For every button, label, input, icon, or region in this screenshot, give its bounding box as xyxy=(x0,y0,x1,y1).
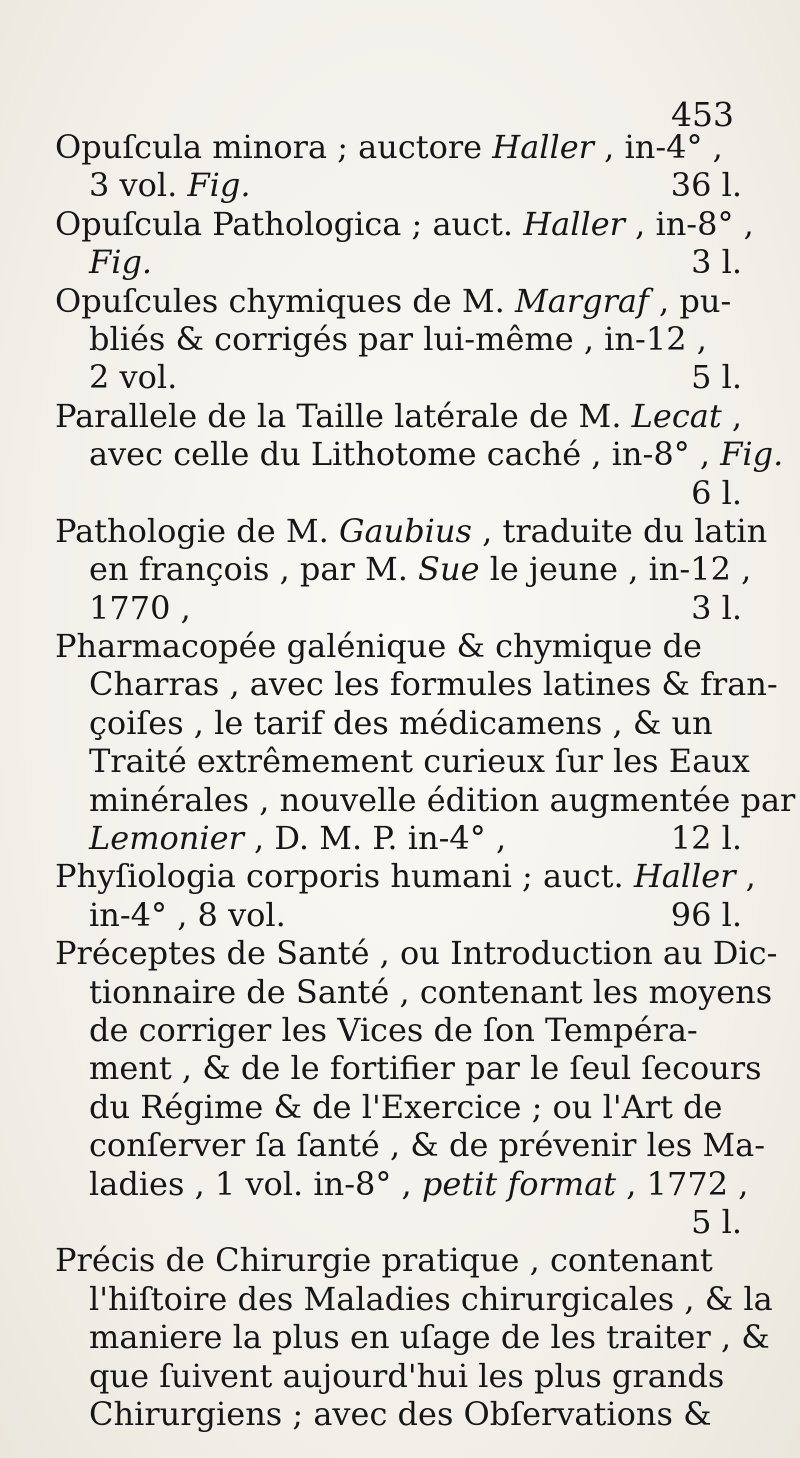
page-number: 453 xyxy=(671,95,734,134)
entry-text: Opuſcula minora ; auctore xyxy=(55,128,493,166)
entry-text: 3 vol. xyxy=(89,166,188,205)
entry-line xyxy=(55,243,750,281)
entry-italic-text: Haller xyxy=(492,128,594,166)
entry-line xyxy=(55,1088,750,1126)
catalogue-entry xyxy=(55,627,796,858)
entry-price-line xyxy=(55,474,750,512)
entry-text: de corriger les Vices de ſon Tempéra- xyxy=(89,1010,698,1049)
entry-text: le jeune , in-12 , xyxy=(479,550,752,589)
entry-text: , traduite du latin xyxy=(471,511,768,550)
entry-text: Pathologie de M. xyxy=(55,511,339,550)
entry-text: çoiſes , le tarif des médicamens , & un xyxy=(89,703,713,742)
entry-text: l'hiſtoire des Maladies chirurgicales , & la xyxy=(89,1279,773,1318)
entry-text: , in-8° , xyxy=(624,204,754,243)
entry-text: bliés & corrigés par lui-même , in-12 , xyxy=(89,319,707,358)
entry-italic-text: Fig. xyxy=(720,435,784,474)
entry-price: 96 l. xyxy=(670,895,742,934)
entry-text: , 1772 , xyxy=(616,1164,749,1203)
entry-italic-text: Haller xyxy=(633,857,736,896)
entry-price-line xyxy=(55,1203,750,1241)
catalogue-entry xyxy=(55,396,784,512)
entry-italic-text: Margraf xyxy=(514,281,649,320)
entry-text: avec celle du Lithotome caché , in-8° , xyxy=(89,435,721,474)
entry-price: 36 l. xyxy=(670,166,742,205)
entry-line xyxy=(55,320,750,358)
entry-text: , D. M. P. in-4° , xyxy=(243,819,507,858)
entry-price: 6 l. xyxy=(691,473,742,512)
entry-price: 5 l. xyxy=(691,1202,742,1241)
entry-text: Pharmacopée galénique & chymique de xyxy=(55,627,702,666)
entry-text: Préceptes de Santé , ou Introduction au Dic- xyxy=(55,934,778,973)
entry-line xyxy=(55,550,750,588)
entry-text: 2 vol. xyxy=(89,358,178,397)
entry-line xyxy=(55,1011,750,1049)
entry-line xyxy=(55,1395,750,1433)
entry-line xyxy=(55,972,773,1011)
entry-line xyxy=(55,704,750,742)
entry-price: 5 l. xyxy=(691,358,742,397)
entry-italic-text: Fig. xyxy=(187,166,251,205)
entry-line xyxy=(55,780,796,819)
entry-line xyxy=(55,1241,750,1279)
entry-line xyxy=(55,1279,773,1318)
entry-text: Traité extrêmement curieux ſur les Eaux xyxy=(89,742,750,781)
entry-line xyxy=(55,358,750,396)
entry-line xyxy=(55,627,750,665)
catalogue-entry xyxy=(55,511,768,627)
entry-line xyxy=(55,665,778,704)
entry-text: en françois , par M. xyxy=(89,550,419,589)
entry-text: in-4° , 8 vol. xyxy=(89,895,286,934)
entry-text: Opuſcules chymiques de M. xyxy=(55,281,515,320)
catalogue-entry xyxy=(55,857,756,934)
entry-line xyxy=(55,1165,750,1203)
entry-price: 3 l. xyxy=(691,588,742,627)
entry-text: Opuſcula Pathologica ; auct. xyxy=(55,204,524,243)
entry-italic-text: Sue xyxy=(418,550,480,589)
entry-text: , xyxy=(735,857,756,896)
entry-italic-text: Fig. xyxy=(89,243,153,282)
entry-text: que ſuivent aujourd'hui les plus grands xyxy=(89,1356,725,1395)
entry-line xyxy=(55,1357,750,1395)
entry-line xyxy=(55,934,778,973)
catalogue-entry xyxy=(55,128,750,205)
entry-line xyxy=(55,1318,770,1357)
entry-text: ment , & de le fortifier par le ſeul ſecours xyxy=(89,1049,762,1088)
entry-text: Chirurgiens ; avec des Obſervations & xyxy=(89,1394,712,1433)
entry-line xyxy=(55,204,754,243)
entry-text: conſerver ſa ſanté , & de prévenir les Ma- xyxy=(89,1126,766,1165)
entry-text: maniere la plus en uſage de les traiter , & xyxy=(89,1318,770,1357)
entry-line xyxy=(55,1049,762,1088)
entry-text: Parallele de la Taille latérale de M. xyxy=(55,396,632,435)
catalogue-entry xyxy=(55,204,754,282)
entry-line xyxy=(55,435,784,474)
catalogue-listing xyxy=(55,128,796,1433)
entry-line xyxy=(55,589,750,627)
entry-line xyxy=(55,128,750,166)
entry-line xyxy=(55,819,750,857)
entry-italic-text: petit format xyxy=(421,1164,617,1203)
entry-italic-text: Lemonier xyxy=(89,819,244,858)
catalogue-entry xyxy=(55,934,778,1241)
catalogue-entry xyxy=(55,1241,773,1433)
entry-text: , xyxy=(721,396,743,435)
entry-text: 1770 , xyxy=(89,588,191,627)
entry-text: Précis de Chirurgie pratique , contenant xyxy=(55,1241,713,1280)
entry-text: Phyſiologia corporis humani ; auct. xyxy=(55,857,634,896)
entry-line xyxy=(55,282,750,320)
entry-price: 3 l. xyxy=(691,243,742,282)
catalogue-entry xyxy=(55,282,750,397)
entry-text: , pu- xyxy=(648,281,732,320)
entry-line xyxy=(55,397,750,435)
entry-text: du Régime & de l'Exercice ; ou l'Art de xyxy=(89,1087,723,1126)
entry-italic-text: Haller xyxy=(523,204,625,243)
entry-text: ladies , 1 vol. in-8° , xyxy=(89,1164,422,1203)
entry-text: Charras , avec les formules latines & fran- xyxy=(89,665,778,704)
entry-line xyxy=(55,1126,766,1165)
entry-price: 12 l. xyxy=(670,819,742,858)
entry-text: tionnaire de Santé , contenant les moyens xyxy=(89,972,773,1011)
entry-line xyxy=(55,857,756,896)
entry-line xyxy=(55,742,750,780)
entry-text: minérales , nouvelle édition augmentée par xyxy=(89,780,796,819)
entry-italic-text: Gaubius xyxy=(338,511,472,550)
entry-line xyxy=(55,896,750,934)
entry-italic-text: Lecat xyxy=(631,396,722,435)
entry-line xyxy=(55,166,750,204)
entry-text: , in-4° , xyxy=(593,128,723,166)
entry-line xyxy=(55,511,768,550)
